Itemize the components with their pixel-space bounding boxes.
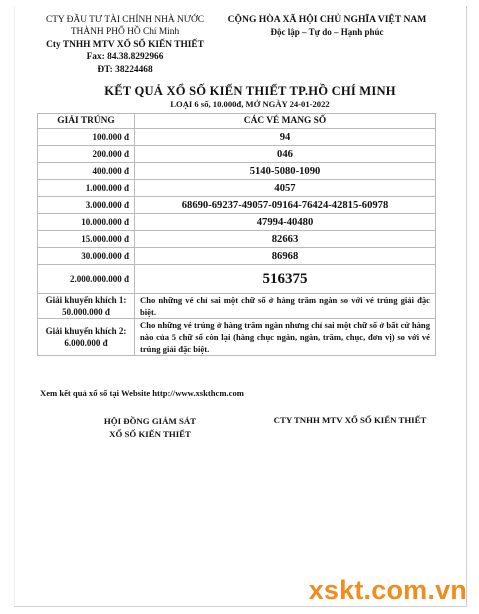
issuer-line3: Cty TNHH MTV XỔ SỐ KIẾN THIẾT (46, 39, 204, 50)
prize-amount: 30.000.000 đ (38, 248, 135, 265)
prize-amount: 1.000.000 đ (38, 180, 135, 197)
consolation-1-desc: Cho những vé chỉ sai một chữ số ở hàng trăm ngàn so với vé trúng giải đặc biệt. (135, 294, 436, 319)
header-prize: GIẢI TRÚNG (38, 114, 135, 129)
table-row (38, 214, 436, 231)
winning-numbers: 94 (135, 129, 436, 146)
consolation-2-desc: Cho những vé trúng ở hàng trăm ngàn nhưng chỉ sai một chữ số ở bất cứ hàng nào của 5 chữ số còn lại (hàng chục ngàn, ngàn, trăm, chục, đơn vị) so với vé trúng giải đặc biệt. (135, 319, 436, 356)
supervisory-line1: HỘI ĐỒNG GIÁM SÁT (103, 416, 197, 426)
issuer-header (30, 14, 220, 76)
winning-numbers: 4057 (135, 180, 436, 197)
prize-amount: 100.000 đ (38, 129, 135, 146)
winning-numbers: 046 (135, 146, 436, 163)
table-row (38, 248, 436, 265)
consolation-2-title: Giải khuyến khích 2: (45, 326, 127, 336)
prize-amount: 10.000.000 đ (38, 214, 135, 231)
website-note: Xem kết quả xổ số tại Website http://www.xskthcm.com (40, 388, 244, 398)
winning-numbers: 82663 (135, 231, 436, 248)
prize-amount: 400.000 đ (38, 163, 135, 180)
table-row (38, 197, 436, 214)
consolation-1-title: Giải khuyến khích 1: (45, 295, 127, 305)
consolation-row-2 (38, 319, 436, 356)
table-row (38, 163, 436, 180)
issuer-fax: Fax: 84.38.8292966 (86, 52, 164, 63)
winning-numbers: 47994-40480 (135, 214, 436, 231)
prize-amount: 15.000.000 đ (38, 231, 135, 248)
national-motto: Độc lập – Tự do – Hạnh phúc (270, 27, 384, 38)
winning-numbers: 86968 (135, 248, 436, 265)
consolation-row-1 (38, 294, 436, 319)
issuer-phone: ĐT: 38224468 (97, 64, 153, 75)
signature-company: CTY TNHH MTV XỔ SỐ KIẾN THIẾT (273, 415, 427, 425)
page-title: KẾT QUẢ XỔ SỐ KIẾN THIẾT TP.HỒ CHÍ MINH (104, 84, 396, 98)
watermark-logo: xskt.com.vn (308, 575, 467, 605)
consolation-2-amount: 6.000.000 đ (64, 338, 108, 348)
winning-numbers: 68690-69237-49057-09164-76424-42815-60978 (135, 197, 436, 214)
issuer-line2: THÀNH PHỐ HỒ Chí Minh (70, 27, 180, 38)
signature-supervisory-board (95, 415, 205, 440)
consolation-1-label (38, 294, 135, 319)
draw-info: LOẠI 6 số, 10.000đ, MỞ NGÀY 24-01-2022 (170, 99, 330, 109)
jackpot-row (38, 265, 436, 294)
table-row (38, 129, 436, 146)
national-header (222, 14, 432, 39)
table-header-row (38, 114, 436, 129)
consolation-1-amount: 50.000.000 đ (62, 307, 110, 317)
jackpot-amount: 2.000.000.000 đ (38, 265, 135, 294)
table-row (38, 146, 436, 163)
table-row (38, 231, 436, 248)
table-row (38, 180, 436, 197)
jackpot-number: 516375 (135, 265, 436, 294)
prize-amount: 200.000 đ (38, 146, 135, 163)
issuer-line1: CTY ĐẦU TƯ TÀI CHÍNH NHÀ NƯỚC (45, 15, 205, 25)
results-table (37, 113, 436, 356)
header-numbers: CÁC VÉ MANG SỐ (135, 114, 436, 129)
winning-numbers: 5140-5080-1090 (135, 163, 436, 180)
national-title: CỘNG HÒA XÃ HỘI CHỦ NGHĨA VIỆT NAM (227, 14, 427, 25)
supervisory-line2: XỔ SỐ KIẾN THIẾT (109, 428, 191, 439)
consolation-2-label (38, 319, 135, 356)
prize-amount: 3.000.000 đ (38, 197, 135, 214)
